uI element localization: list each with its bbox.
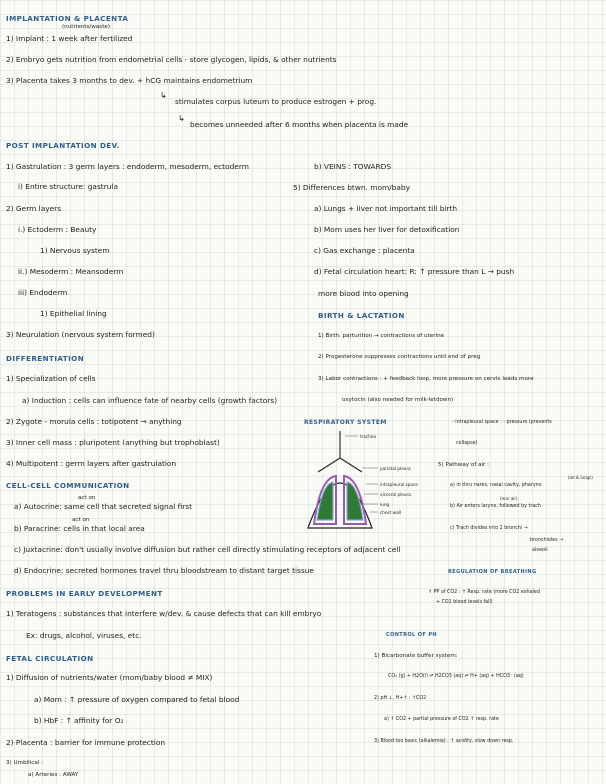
ph-line-2: CO₂ (g) + H2O(l) ⇌ H2CO3 (aq) ⇌ H+ (aq) + HCO3⁻ (aq) [388,674,524,679]
problems-line-2: Ex: drugs, alcohol, viruses, etc. [26,631,142,640]
act-on-2: act on [72,517,90,523]
diff-line-4: 3) Inner cell mass : pluripotent (anything but trophoblast) [6,438,220,447]
label-parietal: parietal pleura [380,466,411,471]
pathway-a: a) in thru nares, nasal cavity, pharynx [450,483,542,488]
fetal-line-1: 1) Diffusion of nutrients/water (mom/baby blood ≠ MIX) [6,673,213,682]
implantation-line-2: 2) Embryo gets nutrition from endometrial cells - store glycogen, lipids, & other nutrients [6,55,337,64]
cell-a: a) Autocrine: same cell that secreted signal first [14,502,193,511]
post-line-5: 1) Nervous system [40,246,110,255]
ph-line-4: a) ↑ CO2 + partial pressure of CO2 ↑ resp. rate [384,717,499,722]
fetal-line-5: 3) Umbilical : [6,760,43,766]
fetal-heading: FETAL CIRCULATION [6,654,94,663]
post-line-8: 1) Epithelial lining [40,309,107,318]
ph-line-1: 1) Bicarbonate buffer system: [374,653,458,659]
cell-b: b) Paracrine: cells in that local area [14,524,145,533]
implantation-heading: IMPLANTATION & PLACENTA [6,14,129,23]
differences-line: 5) Differences btwn. mom/baby [293,183,410,192]
diff-heading: DIFFERENTIATION [6,354,85,363]
pathway-c: c) Trach divides into 2 bronchi → [450,526,528,531]
problems-heading: PROBLEMS IN EARLY DEVELOPMENT [6,589,163,598]
fetal-line-4: 2) Placenta : barrier for immune protection [6,738,166,747]
post-heading: POST IMPLANTATION DEV. [6,141,120,150]
diff-line-5: 4) Multipotent : germ layers after gastrulation [6,459,177,468]
ph-line-3: 2) pH ↓, H+↑ : ↑CO2 [374,696,427,701]
diff-line-2: a) Induction : cells can influence fate of nearby cells (growth factors) [22,396,278,405]
label-visceral: visceral pleura [380,492,411,497]
pathway-c2: bronchioles → [530,538,564,543]
diff-a: a) Lungs + liver not important till birth [314,204,458,213]
fetal-line-2: a) Mom : ↑ pressure of oxygen compared to fetal blood [34,695,240,704]
post-line-4: i.) Ectoderm : Beauty [18,225,97,234]
fetal-line-3: b) HbF : ↑ affinity for O₂ [34,716,124,725]
label-trachea: trachea [360,434,377,439]
label-lung: lung [380,502,390,507]
regulation-line-2: + CO2 blood levels fall) [436,600,493,605]
mor-air-note: (mor air) [500,496,518,501]
post-line-2: i) Entire structure: gastrula [18,182,119,191]
implantation-line-5: becomes unneeded after 6 months when placenta is made [190,120,409,129]
post-line-1: 1) Gastrulation : 3 germ layers : endoderm, mesoderm, ectoderm [6,162,249,171]
pathway-b: b) Air enters larynx, followed by trach [450,504,541,509]
post-line-9: 3) Neurulation (nervous system formed) [6,330,155,339]
regulation-line-1: ↑ PP of CO2 : ↑ Resp. rate (more CO2 exhaled [428,590,540,595]
birth-line-2: 2) Progesterone suppresses contractions until end of preg [318,354,481,360]
act-on-1: act on [78,495,96,501]
cell-d: d) Endocrine: secreted hormones travel thru bloodstream to distant target tissue [14,566,314,575]
post-line-3: 2) Germ layers [6,204,62,213]
implantation-note: (nutrients/waste) [62,24,111,30]
diff-line-3: 2) Zygote - morula cells : totipotent → anything [6,417,182,426]
birth-line-1: 1) Birth: parturition → contractions of uterine [318,333,445,339]
diff-b: b) Mom uses her liver for detoxification [314,225,460,234]
birth-line-4: oxytocin (also needed for milk-letdown) [342,397,454,403]
ph-line-5: 3) Blood too basic (alkalemia) : ↑ acidity, slow down resp. [374,739,514,744]
resp-heading: RESPIRATORY SYSTEM [304,419,387,426]
problems-line-1: 1) Teratogens : substances that interfere w/dev. & cause defects that can kill embryo [6,609,322,618]
diff-d: d) Fetal circulation heart: R: ↑ pressure than L → push [314,267,515,276]
birth-line-3: 3) Labor contractions : + feedback loop, more pressure on cervix leads more [318,376,534,382]
diff-d2: more blood into opening [318,289,409,298]
veins-line: b) VEINS : TOWARDS [314,162,392,171]
implantation-line-3: 3) Placenta takes 3 months to dev. + hCG maintains endometrium [6,76,253,85]
intrapleural-note: - intrapleural space : - pressure (prevents [452,420,552,425]
implantation-line-4: stimulates corpus luteum to produce estrogen + prog. [175,97,377,106]
post-line-6: ii.) Mesoderm : Meansoderm [18,267,124,276]
post-line-7: iii) Endoderm [18,288,68,297]
cell-heading: CELL-CELL COMMUNICATION [6,481,130,490]
arrow-icon: ↳ [160,91,167,100]
label-intrapleural: intrapleural space [380,482,418,487]
fetal-line-6: a) Arteries : AWAY [28,772,79,778]
birth-heading: BIRTH & LACTATION [318,311,405,320]
pathway-heading: 5) Pathway of air : [438,462,490,468]
ph-heading: CONTROL OF PH [386,632,437,638]
label-chest: chest wall [380,510,402,515]
intrapleural-note-2: collapse) [456,441,478,446]
air-lungs-note: (air & lungs) [568,475,593,480]
diff-line-1: 1) Specialization of cells [6,374,96,383]
cell-c: c) Juxtacrine: don't usually involve diffusion but rather cell directly stimulating receptors of adjacent cell [14,545,401,554]
arrow-icon: ↳ [178,114,185,123]
implantation-line-1: 1) Implant : 1 week after fertilized [6,34,133,43]
pathway-c3: alveoli [532,548,548,553]
regulation-heading: REGULATION OF BREATHING [448,569,537,575]
diff-c: c) Gas exchange : placenta [314,246,415,255]
